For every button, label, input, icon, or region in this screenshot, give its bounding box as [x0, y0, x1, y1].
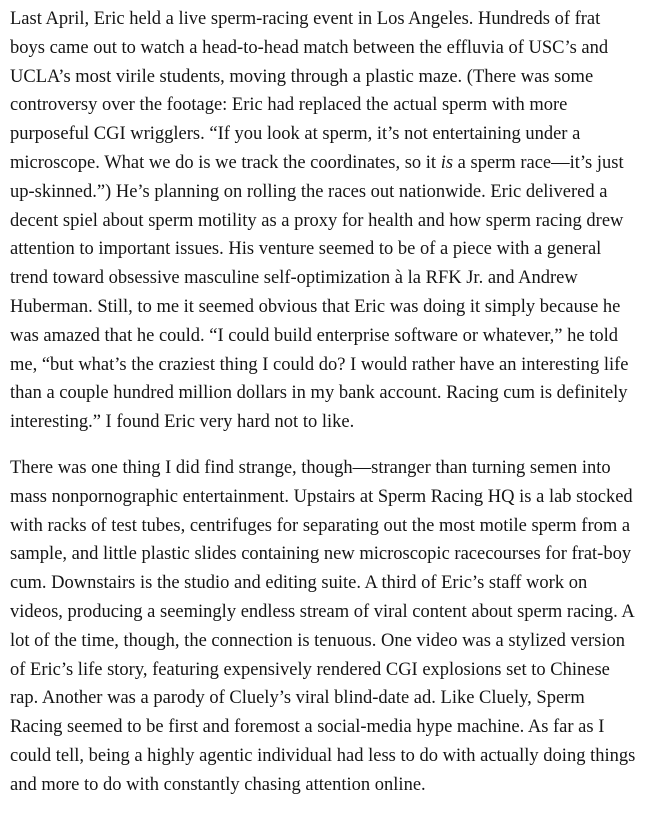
paragraph-text-italic: is: [440, 152, 454, 173]
paragraph-text: Last April, Eric held a live sperm-racing event in Los Angeles. Hundreds of frat boys came out to watch a head-to-head match between the effluvia of USC’s and UCLA’s most virile students, moving through a plastic maze. (There was some controversy over the footage: Eric had replaced the actual sperm with more purposeful CGI wrigglers. “If you look at sperm, it’s not entertaining under a microscope. What we do is we track the coordinates, so it: [10, 9, 609, 173]
paragraph-text: a sperm race—it’s just up-skinned.”) He’s planning on rolling the races out nationwide. Eric delivered a decent spiel about sperm motility as a proxy for health and how sperm racing drew attention to important issues. His venture seemed to be of a piece with a general trend toward obsessive masculine self-optimization à la RFK Jr. and Andrew Huberman. Still, to me it seemed obvious that Eric was doing it simply because he was amazed that he could. “I could build enterprise software or whatever,” he told me, “but what’s the craziest thing I could do? I would rather have an interesting life than a couple hundred million dollars in my bank account. Racing cum is definitely interesting.” I found Eric very hard not to like.: [10, 152, 629, 433]
paragraph: [10, 5, 638, 437]
paragraph-text: There was one thing I did find strange, though—stranger than turning semen into mass nonpornographic entertainment. Upstairs at Sperm Racing HQ is a lab stocked with racks of test tubes, centrifuges for separating out the most motile sperm from a sample, and little plastic slides containing new microscopic racecourses for frat-boy cum. Downstairs is the studio and editing suite. A third of Eric’s staff work on videos, producing a seemingly endless stream of viral content about sperm racing. A lot of the time, though, the connection is tenuous. One video was a stylized version of Eric’s life story, featuring expensively rendered CGI explosions set to Chinese rap. Another was a parody of Cluely’s viral blind-date ad. Like Cluely, Sperm Racing seemed to be first and foremost a social-media hype machine. As far as I could tell, being a highly agentic individual had less to do with actually doing things and more to do with constantly chasing attention online.: [10, 457, 636, 795]
paragraph: [10, 454, 638, 800]
